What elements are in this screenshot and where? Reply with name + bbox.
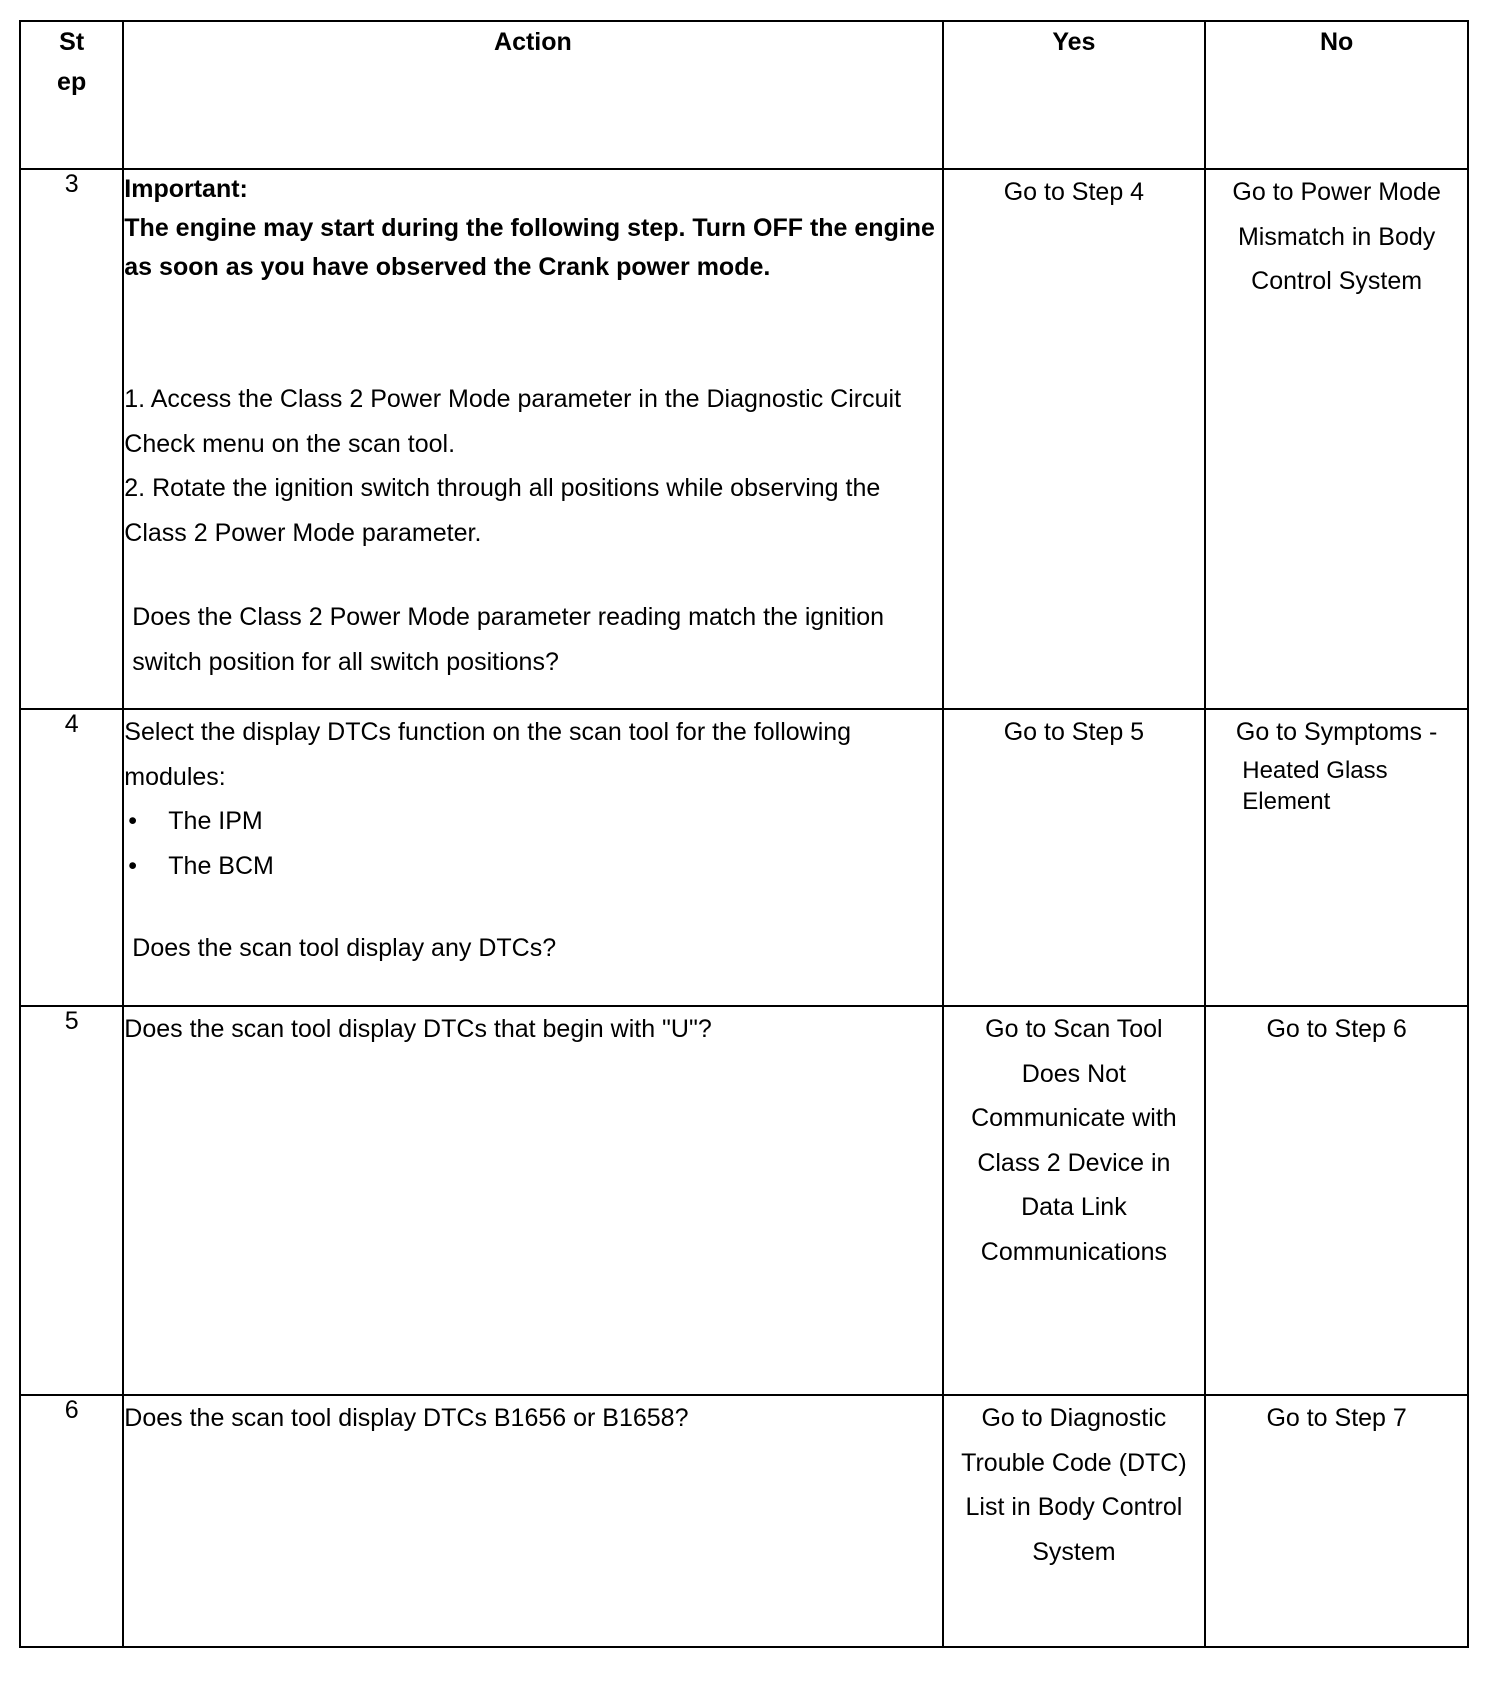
header-row — [20, 21, 1468, 169]
question-text: Does the Class 2 Power Mode parameter reading match the ignition switch position for all switch positions? — [132, 603, 885, 676]
no-result[interactable]: Go to Step 6 — [1205, 1006, 1468, 1395]
question-text: Does the scan tool display any DTCs? — [132, 934, 557, 962]
no-result-sub: Heated Glass Element — [1242, 756, 1388, 815]
important-label: Important: — [124, 175, 248, 203]
header-step — [20, 21, 123, 169]
header-yes: Yes — [943, 21, 1206, 169]
action-cell — [123, 169, 942, 709]
header-action: Action — [123, 21, 942, 169]
bullet-icon: • — [128, 851, 138, 880]
action-cell — [123, 1006, 942, 1395]
instruction-step: 1. Access the Class 2 Power Mode parameter in the Diagnostic Circuit Check menu on the scan tool. — [124, 385, 902, 458]
important-text: The engine may start during the following step. Turn OFF the engine as soon as you have observed the Crank power mode. — [124, 214, 935, 281]
action-cell — [123, 709, 942, 1006]
no-result[interactable] — [1205, 709, 1468, 1006]
yes-result[interactable]: Go to Step 5 — [943, 709, 1206, 1006]
step-number: 4 — [20, 709, 123, 1006]
no-result[interactable]: Go to Power Mode Mismatch in Body Control System — [1205, 169, 1468, 709]
instruction-step: 2. Rotate the ignition switch through all positions while observing the Class 2 Power Mode parameter. — [124, 474, 881, 547]
table-row — [20, 1006, 1468, 1395]
header-step-line2: ep — [57, 68, 87, 96]
header-step-line1: St — [59, 28, 85, 56]
table-row — [20, 709, 1468, 1006]
table-row — [20, 169, 1468, 709]
question-text: Does the scan tool display DTCs B1656 or B1658? — [124, 1404, 689, 1432]
yes-result[interactable]: Go to Step 4 — [943, 169, 1206, 709]
bullet-item: • The BCM — [124, 844, 941, 889]
instruction-text: Select the display DTCs function on the scan tool for the following modules: — [124, 718, 852, 791]
bullet-icon: • — [128, 807, 138, 835]
diagnostic-table — [19, 20, 1469, 1648]
header-no: No — [1205, 21, 1468, 169]
bullet-item: • The IPM — [124, 799, 941, 844]
step-number: 6 — [20, 1395, 123, 1647]
step-number: 3 — [20, 169, 123, 709]
yes-result[interactable]: Go to Scan Tool Does Not Communicate with Class 2 Device in Data Link Communications — [943, 1006, 1206, 1395]
no-result-main: Go to Symptoms - — [1235, 718, 1438, 746]
step-number: 5 — [20, 1006, 123, 1395]
action-cell — [123, 1395, 942, 1647]
table-row — [20, 1395, 1468, 1647]
question-text: Does the scan tool display DTCs that begin with "U"? — [124, 1015, 712, 1043]
yes-result[interactable]: Go to Diagnostic Trouble Code (DTC) List in Body Control System — [943, 1395, 1206, 1647]
no-result[interactable]: Go to Step 7 — [1205, 1395, 1468, 1647]
